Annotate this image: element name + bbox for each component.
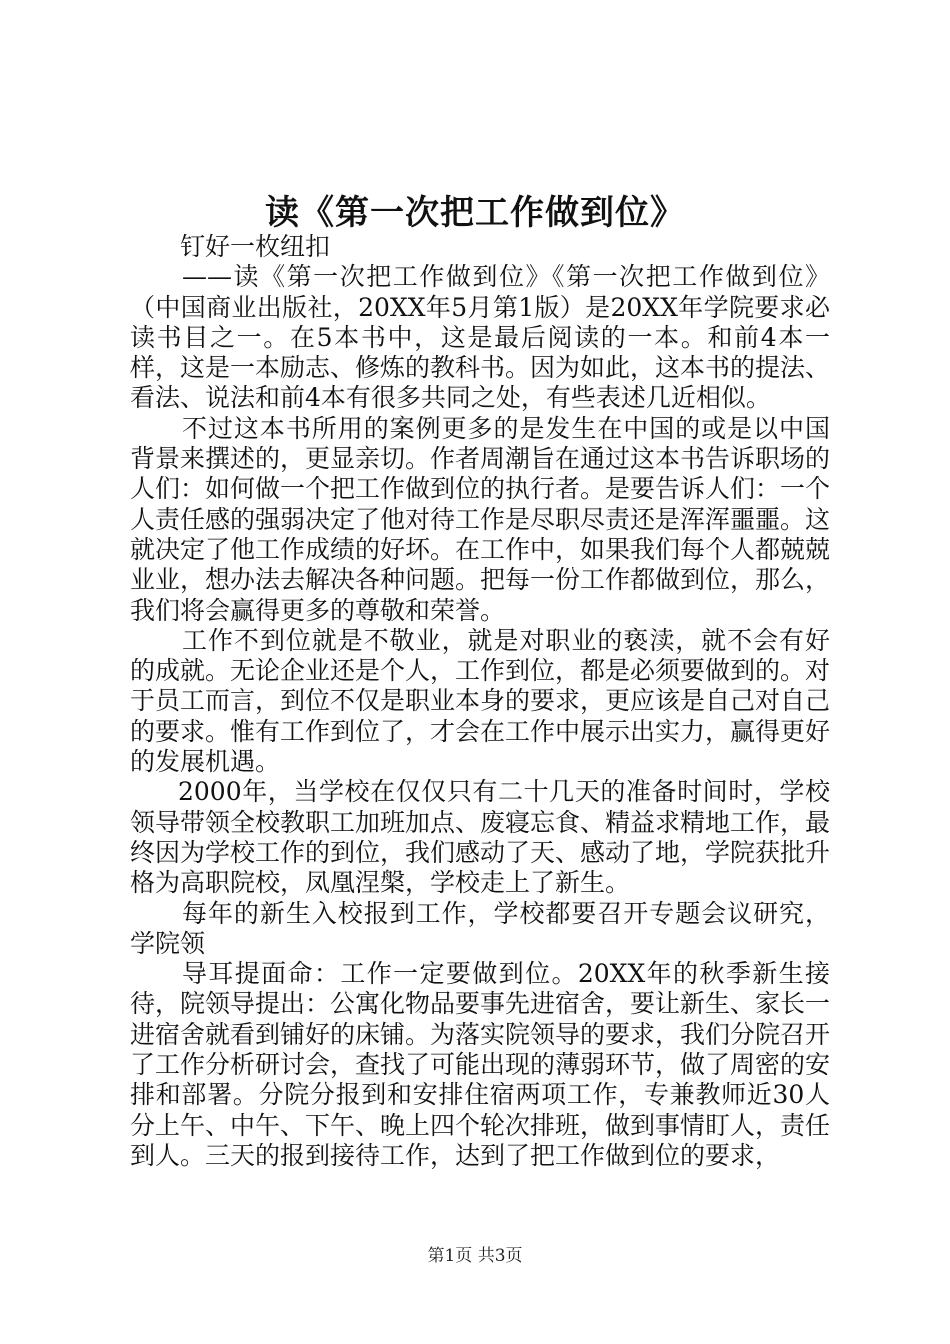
document-body: [130, 232, 830, 1171]
paragraph-new-students: 每年的新生入校报到工作，学校都要召开专题会议研究，学院领: [130, 898, 830, 958]
paragraph-leadership-instructions: 导耳提面命：工作一定要做到位。20XX年的秋季新生接待，院领导提出：公寓化物品要事先进宿舍，要让新生、家长一进宿舍就看到铺好的床铺。为落实院领导的要求，我们分院召开了工作分析研讨会，查找了可能出现的薄弱环节，做了周密的安排和部署。分院分报到和安排住宿两项工作，专兼教师近30人分上午、中午、下午、晚上四个轮次排班，做到事情盯人，责任到人。三天的报到接待工作，达到了把工作做到位的要求，: [130, 959, 831, 1170]
document-title: 读《第一次把工作做到位》: [265, 193, 685, 233]
paragraph-dedication: 工作不到位就是不敬业，就是对职业的亵渎，就不会有好的成就。无论企业还是个人，工作到位，都是必须要做到的。对于员工而言，到位不仅是职业本身的要求，更应该是自己对自己的要求。惟有工作到位了，才会在工作中展示出实力，赢得更好的发展机遇。: [130, 625, 831, 777]
paragraph-subtitle: 钉好一枚纽扣: [180, 232, 331, 261]
paragraph-case-background: 不过这本书所用的案例更多的是发生在中国的或是以中国背景来撰述的，更显亲切。作者周潮旨在通过这本书告诉职场的人们：如何做一个把工作做到位的执行者。是要告诉人们：一个人责任感的强弱决定了他对待工作是尽职尽责还是浑浑噩噩。这就决定了他工作成绩的好坏。在工作中，如果我们每个人都兢兢业业，想办法去解决各种问题。把每一份工作都做到位，那么，我们将会赢得更多的尊敬和荣誉。: [130, 413, 831, 625]
paragraph-intro: ——读《第一次把工作做到位》《第一次把工作做到位》（中国商业出版社，20XX年5月第1版）是20XX年学院要求必读书目之一。在5本书中，这是最后阅读的一本。和前4本一样，这是一本励志、修炼的教科书。因为如此，这本书的提法、看法、说法和前4本有很多共同之处，有些表述几近相似。: [130, 262, 831, 413]
page-footer: 第1页 共3页: [427, 1246, 523, 1266]
paragraph-year-2000: 2000年，当学校在仅仅只有二十几天的准备时间时，学校领导带领全校教职工加班加点、废寝忘食、精益求精地工作，最终因为学校工作的到位，我们感动了天、感动了地，学院获批升格为高职院校，凤凰涅槃，学校走上了新生。: [130, 777, 831, 898]
